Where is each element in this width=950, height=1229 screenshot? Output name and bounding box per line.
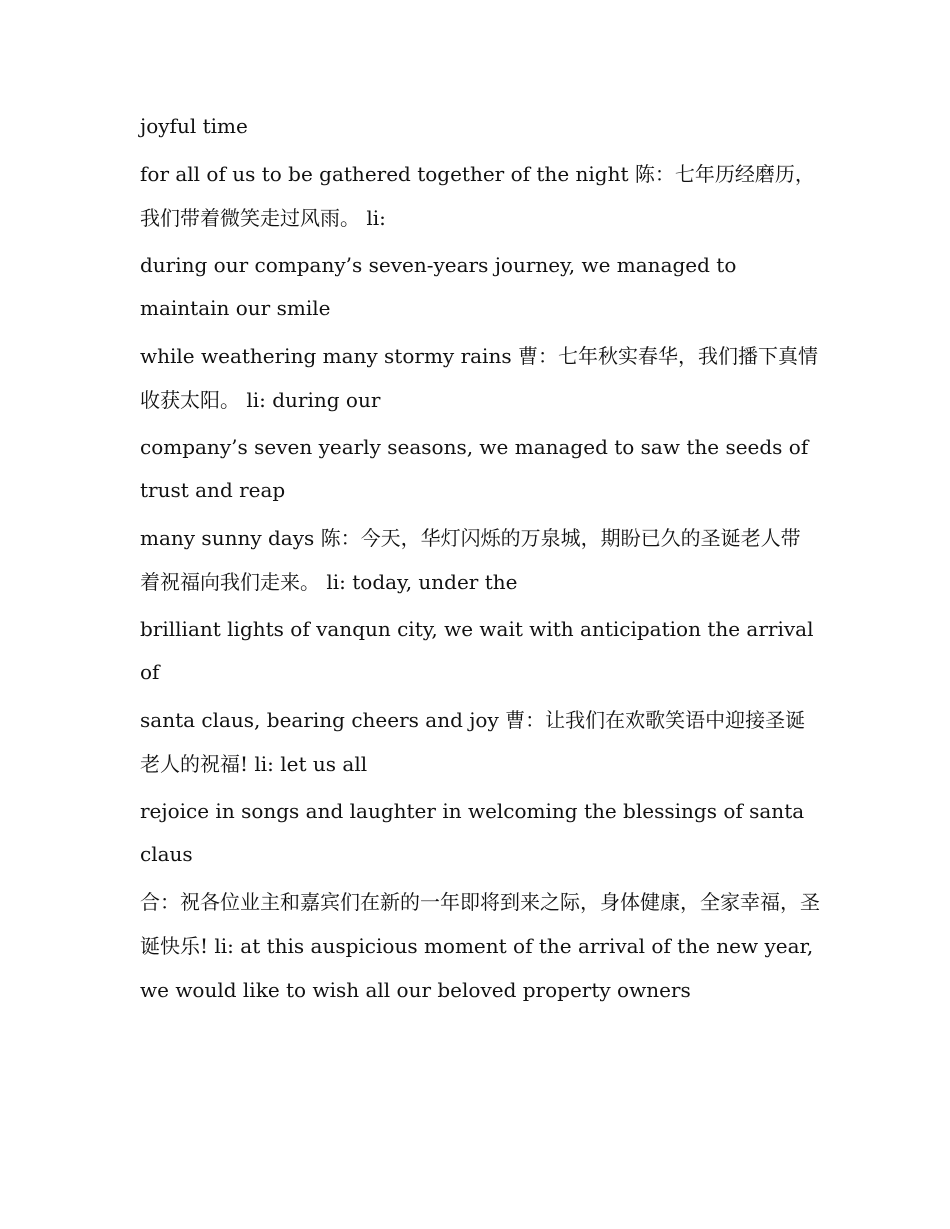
paragraph-new-year-wishes: 合：祝各位业主和嘉宾们在新的一年即将到来之际，身体健康，全家幸福，圣诞快乐! li: at this auspicious moment of the arrival of the new year, we would like to wish all our beloved property owners — [140, 890, 820, 1002]
paragraph-seven-years-journey: during our company’s seven-years journey, we managed to maintain our smile — [140, 253, 737, 320]
paragraph-joyful-time: joyful time — [140, 114, 248, 138]
paragraph-stormy-rains: while weathering many stormy rains 曹：七年秋实春华，我们播下真情收获太阳。 li: during our — [140, 344, 818, 412]
paragraph-gathered-together: for all of us to be gathered together of the night 陈：七年历经磨历，我们带着微笑走过风雨。 li: — [140, 162, 815, 230]
paragraph-sunny-days: many sunny days 陈：今天，华灯闪烁的万泉城，期盼已久的圣诞老人带着祝福向我们走来。 li: today, under the — [140, 526, 801, 594]
paragraph-yearly-seasons: company’s seven yearly seasons, we managed to saw the seeds of trust and reap — [140, 435, 809, 502]
paragraph-santa-claus: santa claus, bearing cheers and joy 曹：让我们在欢歌笑语中迎接圣诞老人的祝福! li: let us all — [140, 708, 806, 776]
paragraph-brilliant-lights: brilliant lights of vanqun city, we wait with anticipation the arrival of — [140, 617, 814, 684]
paragraph-rejoice: rejoice in songs and laughter in welcoming the blessings of santa claus — [140, 799, 805, 866]
document-page — [140, 104, 820, 1016]
